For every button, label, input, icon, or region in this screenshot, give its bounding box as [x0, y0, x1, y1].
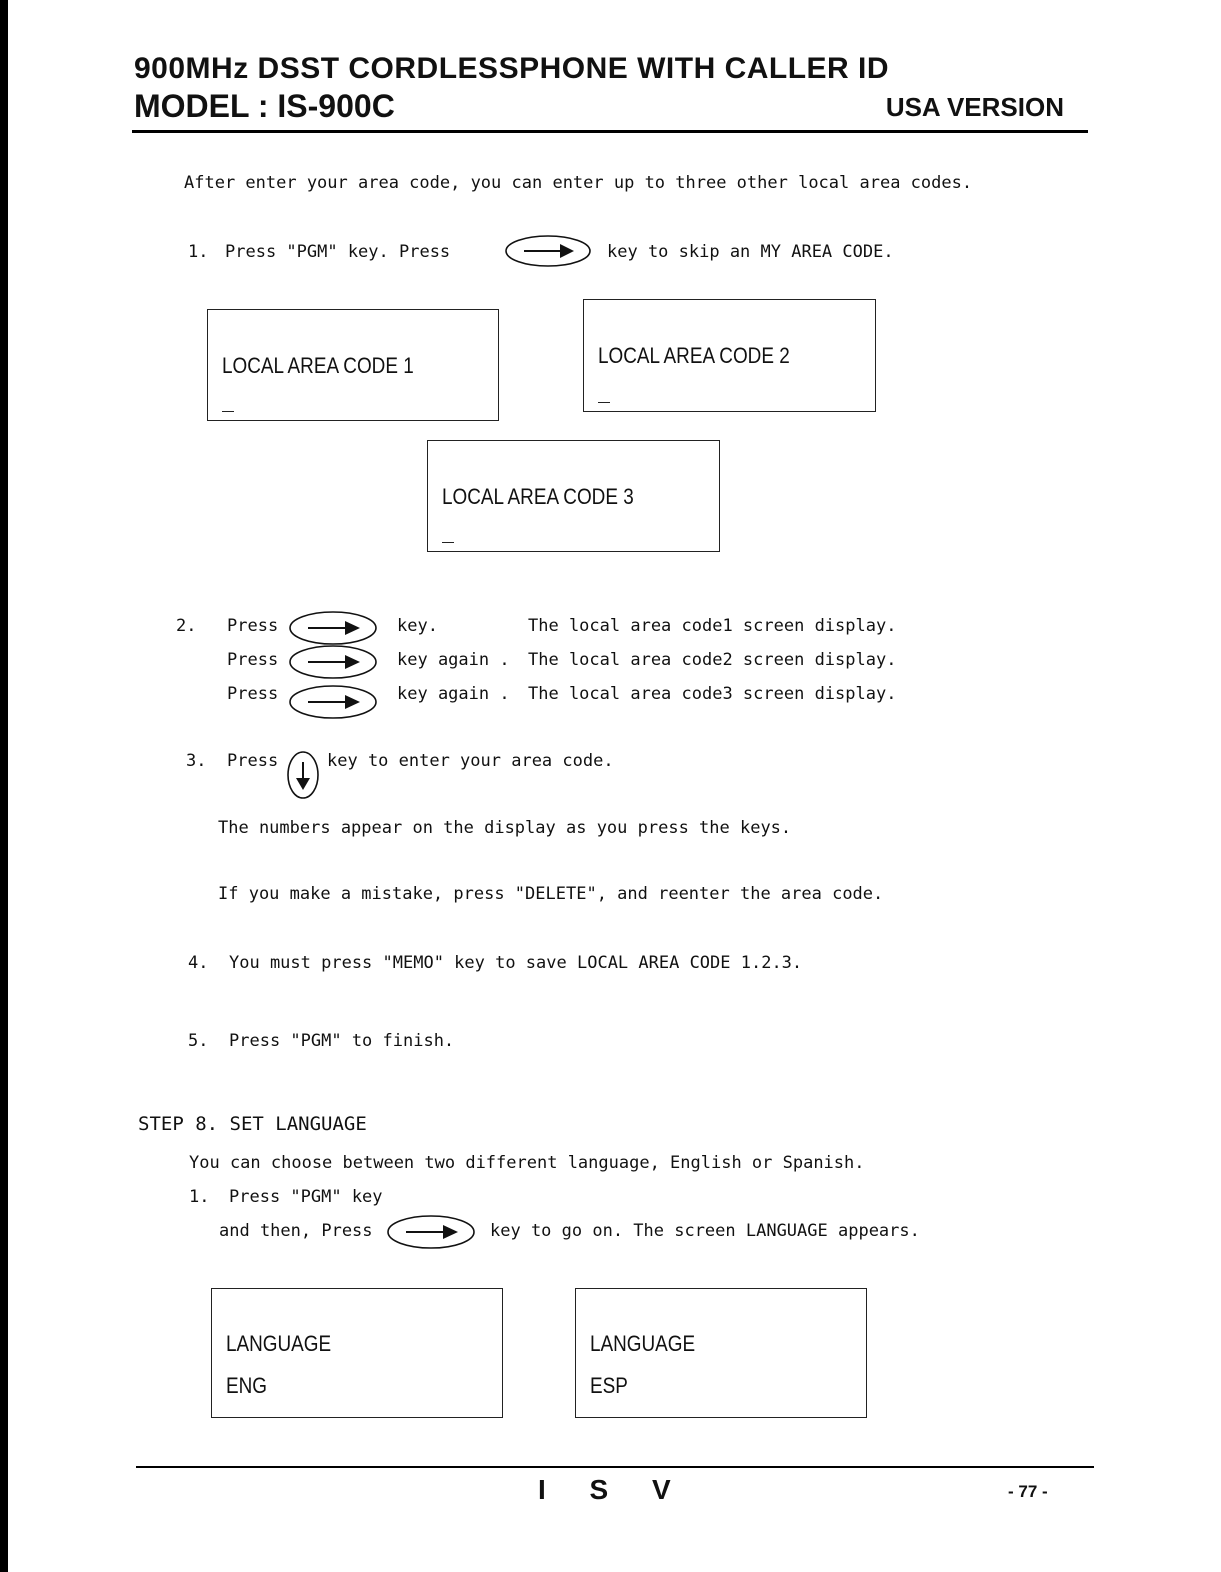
step4-text: You must press "MEMO" key to save LOCAL AREA CODE 1.2.3.	[229, 953, 803, 973]
page-number: - 77 -	[1008, 1482, 1048, 1501]
version-label: USA VERSION	[885, 92, 1064, 122]
right-arrow-key-icon	[288, 684, 378, 720]
step2-desc-3: The local area code3 screen display.	[528, 684, 897, 704]
step1-number: 1.	[188, 242, 209, 262]
lcd-language-esp	[575, 1288, 867, 1418]
step3-text: key to enter your area code.	[327, 751, 614, 771]
lcd-cursor	[222, 411, 234, 413]
header-divider	[132, 130, 1088, 133]
right-arrow-key-icon	[386, 1214, 476, 1250]
intro-text: After enter your area code, you can enter up to three other local area codes.	[184, 173, 973, 193]
step5-number: 5.	[188, 1031, 209, 1051]
step3-note-1: The numbers appear on the display as you press the keys.	[218, 818, 792, 838]
step8-item1-line1: Press "PGM" key	[229, 1187, 383, 1207]
step8-heading: STEP 8. SET LANGUAGE	[138, 1113, 367, 1135]
step2-desc-1: The local area code1 screen display.	[528, 616, 897, 636]
step4-number: 4.	[188, 953, 209, 973]
document-title: 900MHz DSST CORDLESSPHONE WITH CALLER ID	[134, 52, 890, 85]
lcd-cursor	[598, 402, 610, 404]
step3-press: Press	[227, 751, 279, 771]
lcd-line: LOCAL AREA CODE 3	[442, 484, 634, 509]
right-arrow-key-icon	[288, 610, 378, 646]
step2-press-2: Press	[227, 650, 279, 670]
step1-text-a: Press "PGM" key. Press	[225, 242, 451, 262]
step2-number: 2.	[176, 616, 197, 636]
lcd-local-area-code-3	[427, 440, 720, 552]
step8-item1-line2a: and then, Press	[219, 1221, 373, 1241]
model-title: MODEL : IS-900C	[134, 88, 395, 124]
right-arrow-key-icon	[504, 234, 592, 268]
lcd-line-1: LANGUAGE	[590, 1331, 696, 1356]
step8-item1-number: 1.	[189, 1187, 210, 1207]
step2-press-3: Press	[227, 684, 279, 704]
down-arrow-key-icon	[286, 750, 320, 800]
step2-press-1: Press	[227, 616, 279, 636]
footer-divider	[136, 1466, 1094, 1468]
lcd-line-1: LANGUAGE	[226, 1331, 332, 1356]
lcd-line-2: ENG	[226, 1373, 268, 1398]
step1-text-b: key to skip an MY AREA CODE.	[607, 242, 894, 262]
step5-text: Press "PGM" to finish.	[229, 1031, 455, 1051]
step2-key-1: key.	[397, 616, 438, 636]
page-left-edge	[0, 0, 8, 1572]
step2-key-3: key again .	[397, 684, 510, 704]
right-arrow-key-icon	[288, 644, 378, 680]
lcd-local-area-code-1	[207, 309, 499, 421]
lcd-line-2: ESP	[590, 1373, 628, 1398]
lcd-line: LOCAL AREA CODE 2	[598, 343, 790, 368]
step3-number: 3.	[186, 751, 207, 771]
step2-desc-2: The local area code2 screen display.	[528, 650, 897, 670]
step8-item1-line2b: key to go on. The screen LANGUAGE appears.	[490, 1221, 920, 1241]
step3-note-2: If you make a mistake, press "DELETE", and reenter the area code.	[218, 884, 884, 904]
lcd-language-eng	[211, 1288, 503, 1418]
step2-key-2: key again .	[397, 650, 510, 670]
lcd-line: LOCAL AREA CODE 1	[222, 353, 414, 378]
step8-intro: You can choose between two different language, English or Spanish.	[189, 1153, 865, 1173]
footer-logo: I S V	[538, 1474, 689, 1505]
lcd-cursor	[442, 542, 454, 544]
lcd-local-area-code-2	[583, 299, 876, 412]
